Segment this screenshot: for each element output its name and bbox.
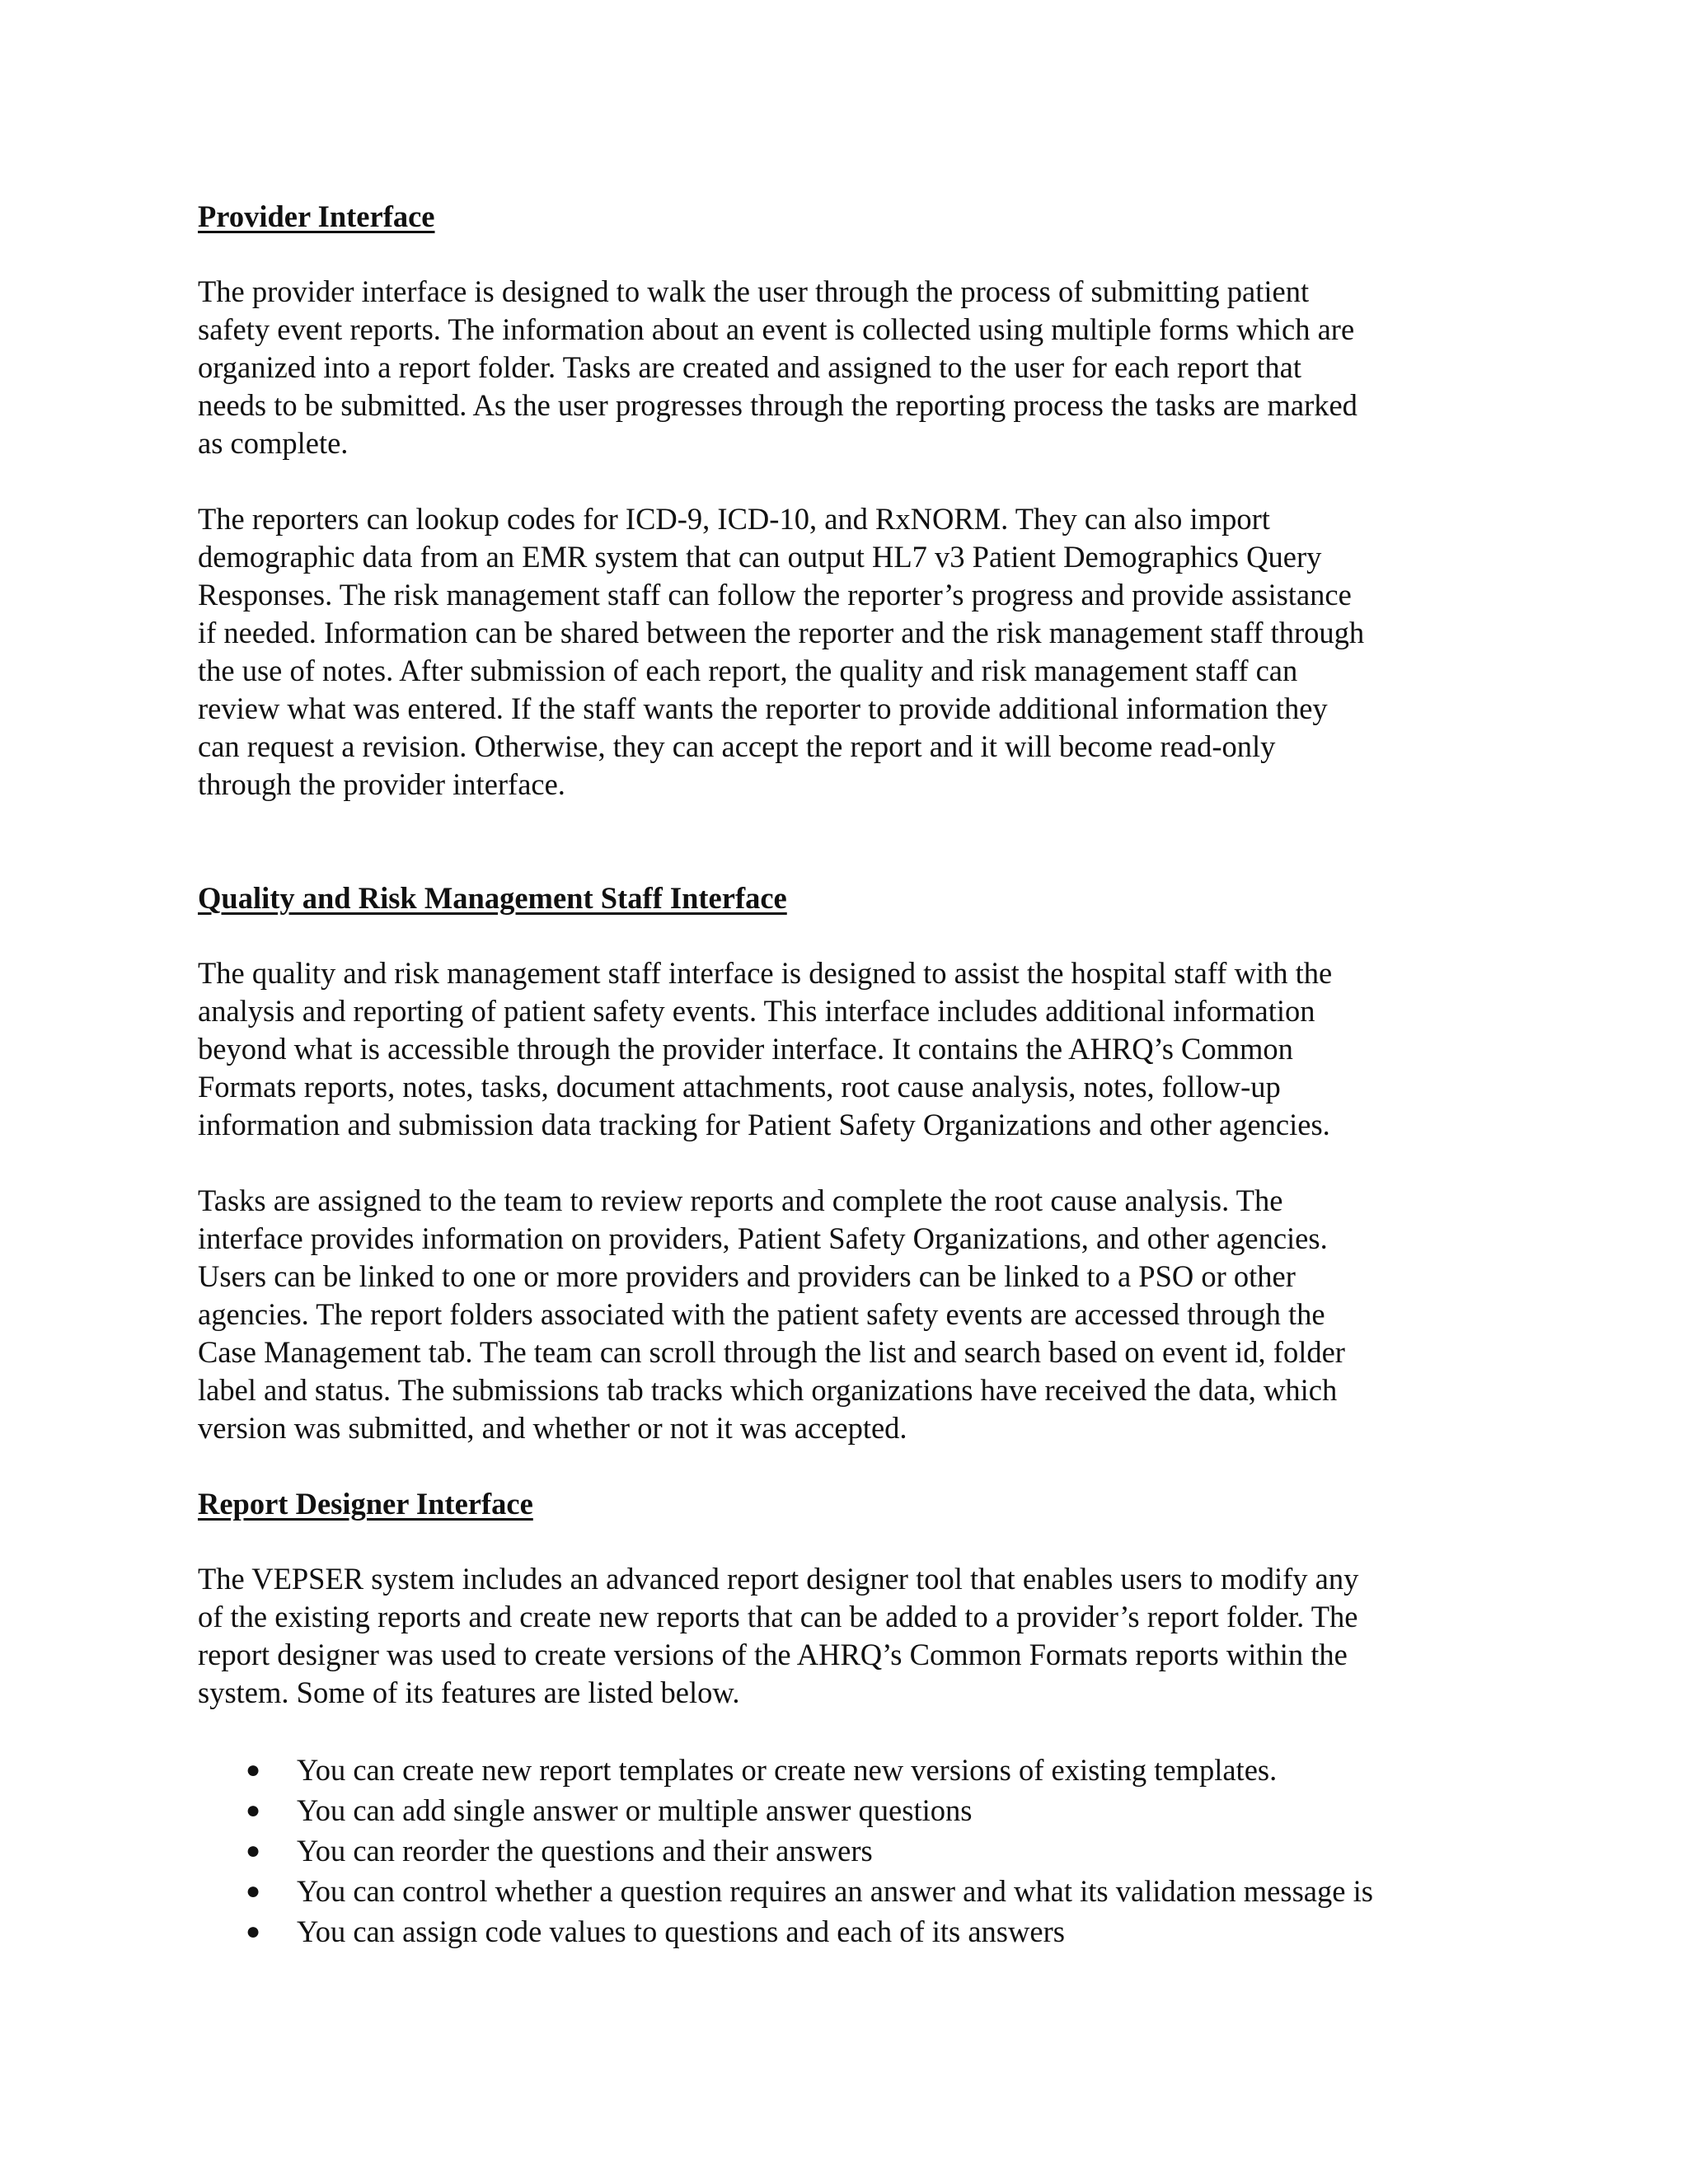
bullet-icon: ● xyxy=(246,1877,261,1905)
text-line: report designer was used to create versions of the AHRQ’s Common Formats reports within the xyxy=(198,1638,1348,1671)
text-line: The reporters can lookup codes for ICD-9, ICD-10, and RxNORM. They can also import xyxy=(198,502,1270,536)
section-heading-report-designer-interface: Report Designer Interface xyxy=(198,1487,533,1521)
text-line: The provider interface is designed to walk the user through the process of submitting patient xyxy=(198,274,1310,308)
text-line: system. Some of its features are listed below. xyxy=(198,1675,740,1709)
text-line: if needed. Information can be shared between the reporter and the risk management staff through xyxy=(198,616,1365,649)
text-line: interface provides information on providers, Patient Safety Organizations, and other agencies. xyxy=(198,1221,1328,1255)
text-line: The VEPSER system includes an advanced report designer tool that enables users to modify any xyxy=(198,1562,1359,1596)
text-line: agencies. The report folders associated with the patient safety events are accessed through the xyxy=(198,1297,1325,1331)
list-item-text: You can control whether a question requires an answer and what its validation message is xyxy=(297,1874,1373,1908)
list-item xyxy=(198,1790,1517,1830)
text-line: needs to be submitted. As the user progresses through the reporting process the tasks are marked xyxy=(198,388,1357,422)
list-item-text: You can reorder the questions and their answers xyxy=(297,1834,873,1868)
text-line: version was submitted, and whether or not it was accepted. xyxy=(198,1411,907,1445)
list-item-text: You can add single answer or multiple answer questions xyxy=(297,1793,973,1827)
text-line: organized into a report folder. Tasks are created and assigned to the user for each report that xyxy=(198,350,1301,384)
list-item xyxy=(198,1750,1517,1790)
list-item xyxy=(198,1871,1517,1911)
text-line: label and status. The submissions tab tracks which organizations have received the data, which xyxy=(198,1373,1338,1407)
text-line: can request a revision. Otherwise, they can accept the report and it will become read-only xyxy=(198,729,1276,763)
paragraph xyxy=(198,954,1517,1144)
text-line: Users can be linked to one or more providers and providers can be linked to a PSO or other xyxy=(198,1259,1296,1293)
text-line: Case Management tab. The team can scroll through the list and search based on event id, folder xyxy=(198,1335,1345,1369)
text-line: information and submission data tracking for Patient Safety Organizations and other agencies. xyxy=(198,1108,1330,1141)
text-line: Responses. The risk management staff can follow the reporter’s progress and provide assistance xyxy=(198,578,1352,612)
bullet-icon: ● xyxy=(246,1756,261,1783)
document-page xyxy=(198,198,1517,1952)
text-line: the use of notes. After submission of each report, the quality and risk management staff can xyxy=(198,654,1298,687)
paragraph xyxy=(198,1560,1517,1712)
bullet-icon: ● xyxy=(246,1797,261,1824)
text-line: Formats reports, notes, tasks, document attachments, root cause analysis, notes, follow-up xyxy=(198,1070,1281,1104)
text-line: Tasks are assigned to the team to review reports and complete the root cause analysis. The xyxy=(198,1183,1283,1217)
paragraph xyxy=(198,1182,1517,1447)
text-line: analysis and reporting of patient safety events. This interface includes additional information xyxy=(198,994,1315,1028)
list-item-text: You can create new report templates or create new versions of existing templates. xyxy=(297,1753,1278,1787)
list-item-text: You can assign code values to questions and each of its answers xyxy=(297,1915,1065,1948)
bullet-icon: ● xyxy=(246,1837,261,1864)
feature-list xyxy=(198,1750,1517,1952)
section-heading-quality-risk-interface: Quality and Risk Management Staff Interface xyxy=(198,881,787,915)
bullet-icon: ● xyxy=(246,1918,261,1945)
text-line: through the provider interface. xyxy=(198,767,565,801)
text-line: demographic data from an EMR system that can output HL7 v3 Patient Demographics Query xyxy=(198,540,1322,574)
list-item xyxy=(198,1830,1517,1871)
text-line: safety event reports. The information about an event is collected using multiple forms which are xyxy=(198,312,1355,346)
paragraph xyxy=(198,500,1517,804)
section-heading-provider-interface: Provider Interface xyxy=(198,199,435,233)
text-line: review what was entered. If the staff wants the reporter to provide additional information they xyxy=(198,691,1328,725)
text-line: beyond what is accessible through the provider interface. It contains the AHRQ’s Common xyxy=(198,1032,1293,1066)
text-line: as complete. xyxy=(198,426,349,460)
text-line: of the existing reports and create new reports that can be added to a provider’s report folder. The xyxy=(198,1600,1358,1633)
list-item xyxy=(198,1911,1517,1952)
paragraph xyxy=(198,273,1517,462)
text-line: The quality and risk management staff interface is designed to assist the hospital staff with the xyxy=(198,956,1333,990)
